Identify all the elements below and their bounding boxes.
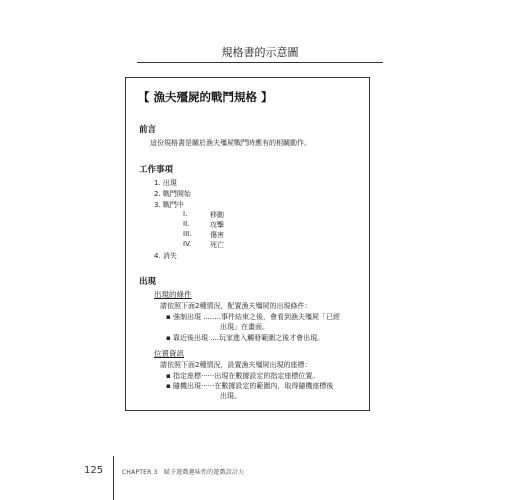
condition-bullet: ▪ 靠近後出現 ....玩家進入觸發範圍之後才會出現。 [166,334,325,342]
title-divider [137,62,383,63]
list-item: 1. 出現 [154,179,177,187]
items-heading: 工作事項 [139,165,174,175]
roman-label: 攻擊 [210,221,224,229]
appear-heading: 出現 [139,277,157,287]
roman-number: III. [183,230,192,238]
roman-label: 移動 [210,211,224,219]
roman-label: 死亡 [210,241,224,249]
position-bullet-cont: 出現。 [220,392,241,400]
roman-number: IV. [183,240,192,248]
roman-number: II. [183,220,190,228]
page-number: 125 [84,465,104,476]
condition-subheading: 出現的條件 [154,290,192,299]
condition-bullet: ▪ 強制出現 ........事件結束之後，會看到漁夫殭屍「已經 [166,313,340,321]
condition-intro: 請依照下面2種情況，配置漁夫殭屍的出現條件： [160,302,312,310]
list-item: 3. 戰鬥中 [154,201,184,209]
page-title: 規格書的示意圖 [221,46,299,59]
position-bullet: ▪ 指定座標······出現在數據設定的指定座標位置。 [166,372,320,380]
footer-divider [113,456,114,500]
list-item: 4. 消失 [154,252,177,260]
preface-text: 這份規格書是關於漁夫殭屍戰鬥時應有的相關動作。 [150,139,311,147]
chapter-label: CHAPTER 3 賦予遊戲趣味性的遊戲設計力 [122,469,245,476]
position-bullet: ▪ 隨機出現······在數據設定的範圍內，取得隨機座標後 [166,382,334,390]
list-item: 2. 戰鬥開始 [154,190,191,198]
position-intro: 請依照下面2種情況，設置漁夫殭屍出現的座標： [160,361,312,369]
position-subheading: 位置資訊 [154,349,184,358]
roman-number: I. [183,210,188,218]
preface-heading: 前言 [139,125,157,135]
roman-label: 傷害 [210,231,224,239]
document-title: 【 漁夫殭屍的戰鬥規格 】 [138,90,273,104]
spec-document [125,77,370,411]
condition-bullet-cont: 出現」在畫面。 [220,323,269,331]
